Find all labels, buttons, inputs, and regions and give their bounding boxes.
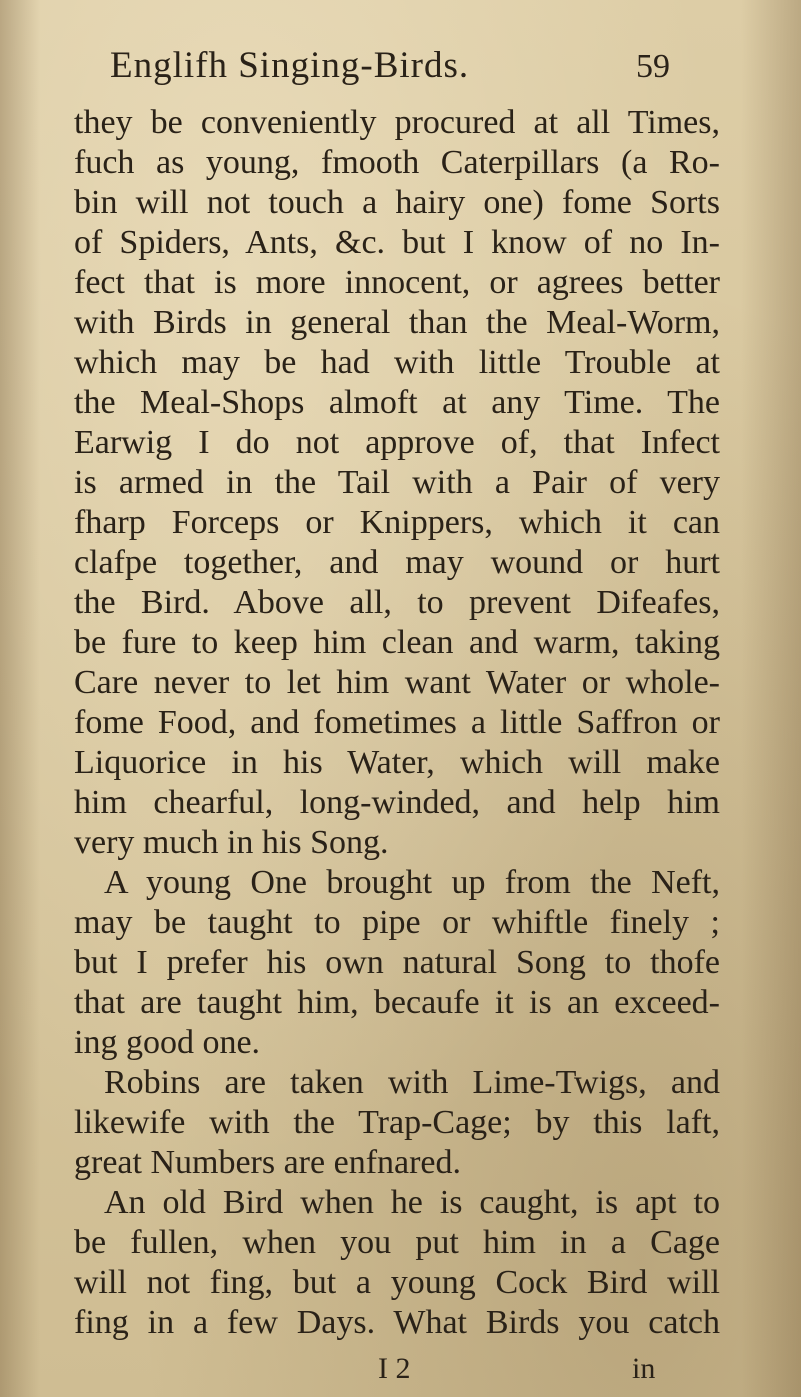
text-line: the Meal-Shops almoft at any Time. The: [74, 384, 720, 421]
text-line: Earwig I do not approve of, that Infect: [74, 424, 720, 461]
page-footer: [0, 1352, 801, 1392]
text-line: A young One brought up from the Neft,: [104, 864, 720, 901]
text-line: Liquorice in his Water, which will make: [74, 744, 720, 781]
text-line: bin will not touch a hairy one) fome Sorts: [74, 184, 720, 221]
page-number: 59: [636, 48, 670, 85]
text-line: Care never to let him want Water or whole-: [74, 664, 720, 701]
page-header: [110, 44, 670, 94]
text-line: An old Bird when he is caught, is apt to: [104, 1184, 720, 1221]
text-line: very much in his Song.: [74, 824, 389, 861]
text-line: him chearful, long-winded, and help him: [74, 784, 720, 821]
text-line: of Spiders, Ants, &c. but I know of no In-: [74, 224, 720, 261]
text-line: will not fing, but a young Cock Bird will: [74, 1264, 720, 1301]
catchword: in: [632, 1352, 656, 1385]
text-line: which may be had with little Trouble at: [74, 344, 720, 381]
text-line: with Birds in general than the Meal-Worm,: [74, 304, 720, 341]
text-line: likewife with the Trap-Cage; by this laft,: [74, 1104, 720, 1141]
text-line: great Numbers are enfnared.: [74, 1144, 462, 1181]
text-line: fing in a few Days. What Birds you catch: [74, 1304, 720, 1341]
text-line: fect that is more innocent, or agrees better: [74, 264, 720, 301]
text-line: the Bird. Above all, to prevent Difeafes,: [74, 584, 720, 621]
page-edge-shadow-right: [741, 0, 801, 1397]
running-title: Englifh Singing-Birds.: [110, 45, 470, 86]
text-line: is armed in the Tail with a Pair of very: [74, 464, 720, 501]
text-line: clafpe together, and may wound or hurt: [74, 544, 720, 581]
text-line: be fullen, when you put him in a Cage: [74, 1224, 720, 1261]
text-line: fome Food, and fometimes a little Saffron or: [74, 704, 720, 741]
text-line: but I prefer his own natural Song to thofe: [74, 944, 720, 981]
text-line: be fure to keep him clean and warm, taking: [74, 624, 720, 661]
text-line: Robins are taken with Lime-Twigs, and: [104, 1064, 720, 1101]
text-line: fuch as young, fmooth Caterpillars (a Ro-: [74, 144, 720, 181]
text-line: they be conveniently procured at all Times,: [74, 104, 720, 141]
body-text: [54, 103, 720, 1343]
page-edge-shadow-left: [0, 0, 40, 1397]
text-line: ing good one.: [74, 1024, 261, 1061]
text-line: that are taught him, becaufe it is an exceed-: [74, 984, 720, 1021]
text-line: fharp Forceps or Knippers, which it can: [74, 504, 720, 541]
signature-mark: I 2: [378, 1352, 411, 1385]
text-line: may be taught to pipe or whiftle finely ;: [74, 904, 720, 941]
